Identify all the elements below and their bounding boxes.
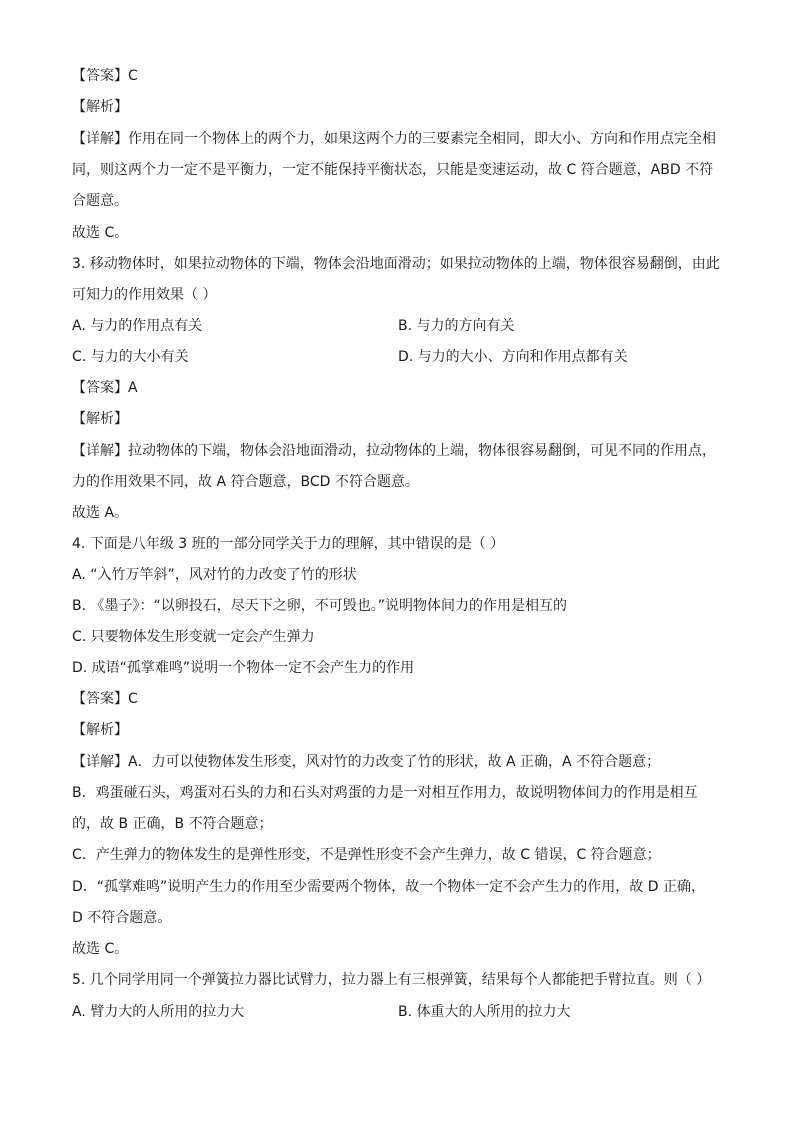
explanation-line: 【详解】拉动物体的下端，物体会沿地面滑动，拉动物体的上端，物体很容易翻倒，可见不同的作用点， xyxy=(72,443,716,459)
option-b: B. 《墨子》：“以卵投石，尽天下之卵，不可毁也。”说明物体间力的作用是相互的 xyxy=(72,598,568,614)
choice-conclusion: 故选 A。 xyxy=(72,505,129,521)
option-b: B. 体重大的人所用的拉力大 xyxy=(398,1004,571,1020)
option-c: C. 与力的大小有关 xyxy=(72,349,189,365)
option-d: D. 成语“孤掌难鸣”说明一个物体一定不会产生力的作用 xyxy=(72,660,415,676)
explanation-line: 力的作用效果不同，故 A 符合题意，BCD 不符合题意。 xyxy=(72,474,419,490)
analysis-label: 【解析】 xyxy=(72,722,128,738)
analysis-label: 【解析】 xyxy=(72,411,128,427)
answer-label: 【答案】C xyxy=(72,68,138,84)
answer-label: 【答案】C xyxy=(72,691,138,707)
option-a: A. 臂力大的人所用的拉力大 xyxy=(72,1004,245,1020)
explanation-line: C．产生弹力的物体发生的是弹性形变，不是弹性形变不会产生弹力，故 C 错误，C 符合题意； xyxy=(72,847,661,863)
answer-label: 【答案】A xyxy=(72,380,138,396)
explanation-line: D．“孤掌难鸣”说明产生力的作用至少需要两个物体，故一个物体一定不会产生力的作用，故 D 正确， xyxy=(72,879,705,895)
explanation-line: 【详解】作用在同一个物体上的两个力，如果这两个力的三要素完全相同，即大小、方向和作用点完全相 xyxy=(72,131,716,147)
explanation-line: 合题意。 xyxy=(72,193,128,209)
choice-conclusion: 故选 C。 xyxy=(72,225,129,241)
explanation-line: 的，故 B 正确，B 不符合题意； xyxy=(72,816,273,832)
explanation-line: B．鸡蛋碰石头，鸡蛋对石头的力和石头对鸡蛋的力是一对相互作用力，故说明物体间力的作用是相互 xyxy=(72,785,698,801)
question-stem: 可知力的作用效果（ ） xyxy=(72,287,217,303)
question-stem: 3. 移动物体时，如果拉动物体的下端，物体会沿地面滑动；如果拉动物体的上端，物体很容易翻倒，由此 xyxy=(72,256,720,272)
option-b: B. 与力的方向有关 xyxy=(398,318,515,334)
explanation-line: 【详解】A．力可以使物体发生形变，风对竹的力改变了竹的形状，故 A 正确，A 不符合题意； xyxy=(72,754,661,770)
option-d: D. 与力的大小、方向和作用点都有关 xyxy=(398,349,628,365)
option-a: A. “入竹万竿斜”，风对竹的力改变了竹的形状 xyxy=(72,567,357,583)
option-c: C. 只要物体发生形变就一定会产生弹力 xyxy=(72,629,315,645)
option-a: A. 与力的作用点有关 xyxy=(72,318,203,334)
choice-conclusion: 故选 C。 xyxy=(72,941,129,957)
explanation-line: D 不符合题意。 xyxy=(72,910,172,926)
question-stem: 5. 几个同学用同一个弹簧拉力器比试臂力，拉力器上有三根弹簧，结果每个人都能把手臂拉直。则（ ） xyxy=(72,972,711,988)
analysis-label: 【解析】 xyxy=(72,99,128,115)
explanation-line: 同，则这两个力一定不是平衡力，一定不能保持平衡状态，只能是变速运动，故 C 符合题意，ABD 不符 xyxy=(72,162,714,178)
question-stem: 4. 下面是八年级 3 班的一部分同学关于力的理解，其中错误的是（ ） xyxy=(72,536,505,552)
